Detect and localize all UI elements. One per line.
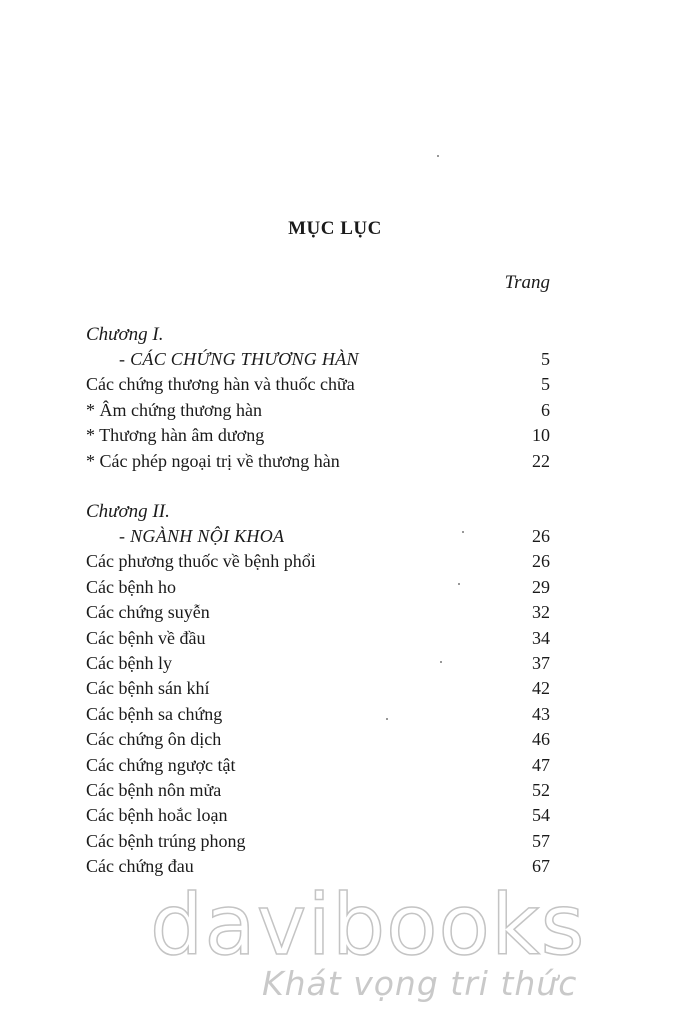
toc-entry-page: 5 — [541, 374, 550, 395]
toc-entry — [86, 778, 550, 803]
watermark — [0, 876, 700, 1010]
toc-entry-label: * Âm chứng thương hàn — [86, 399, 263, 420]
toc-entry — [86, 600, 550, 625]
chapter-2 — [86, 499, 550, 905]
toc-entry-label: Các bệnh sa chứng — [86, 703, 223, 724]
toc-entry-page: 42 — [532, 678, 550, 699]
toc-entry-label: Các bệnh về đầu — [86, 627, 206, 648]
toc-entry — [86, 347, 550, 372]
scan-speck — [386, 718, 388, 720]
toc-entry-label: Các chứng thương hàn và thuốc chữa — [86, 374, 355, 395]
toc-entry-page: 29 — [532, 576, 550, 597]
chapter-heading: Chương II. — [86, 501, 170, 522]
toc-entry — [86, 372, 550, 397]
toc-entry — [86, 676, 550, 701]
toc-entry-page: 26 — [532, 551, 550, 572]
toc-entry — [86, 702, 550, 727]
toc-entry-page: 52 — [532, 779, 550, 800]
chapter-heading: Chương I. — [86, 324, 164, 345]
toc-entry-label: Các bệnh hoắc loạn — [86, 805, 228, 826]
toc-entry — [86, 575, 550, 600]
toc-entry-page: 47 — [532, 754, 550, 775]
toc-entry-label: Các bệnh ho — [86, 576, 176, 597]
toc-entry-page: 10 — [532, 425, 550, 446]
toc-entry — [86, 398, 550, 423]
toc-entry-label: Các chứng ngược tật — [86, 754, 236, 775]
scan-speck — [462, 531, 464, 533]
toc-entry-label: * Các phép ngoại trị về thương hàn — [86, 450, 340, 471]
page-column-header: Trang — [504, 272, 550, 293]
toc-entry-label: * Thương hàn âm dương — [86, 425, 265, 446]
toc-entry-page: 32 — [532, 602, 550, 623]
toc-entry — [86, 423, 550, 448]
toc-entry-label: Các chứng ôn dịch — [86, 729, 222, 750]
toc-entry-page: 46 — [532, 729, 550, 750]
scan-speck — [458, 583, 460, 585]
chapter-1 — [86, 322, 550, 474]
toc-entry-page: 57 — [532, 830, 550, 851]
toc-entry-page: 67 — [532, 856, 550, 877]
toc-entry-page: 22 — [532, 450, 550, 471]
toc-entry — [86, 651, 550, 676]
toc-entry-label: Các bệnh sán khí — [86, 678, 210, 699]
toc-entry — [86, 727, 550, 752]
toc-entry-label: - CÁC CHỨNG THƯƠNG HÀN — [119, 349, 359, 369]
scan-speck — [437, 155, 439, 157]
toc-entry — [86, 829, 550, 854]
toc-entry-page: 43 — [532, 703, 550, 724]
toc-entry — [86, 449, 550, 474]
toc-entry — [86, 803, 550, 828]
scan-speck — [440, 661, 442, 663]
toc-entry — [86, 753, 550, 778]
toc-entry-label: Các chứng suyễn — [86, 602, 210, 623]
toc-entry-label: Các phương thuốc về bệnh phổi — [86, 551, 316, 572]
toc-entry-label: - NGÀNH NỘI KHOA — [119, 526, 285, 546]
toc-entry-label: Các bệnh trúng phong — [86, 830, 246, 851]
toc-entry-label: Các chứng đau — [86, 856, 194, 877]
watermark-brand: davibooks — [150, 876, 586, 974]
page-title: MỤC LỤC — [288, 218, 382, 239]
toc-entry-page: 37 — [532, 652, 550, 673]
toc-entry-page: 5 — [541, 349, 550, 369]
toc-entry-page: 26 — [532, 526, 550, 546]
toc-entry-page: 34 — [532, 627, 550, 648]
toc-entry-label: Các bệnh nôn mửa — [86, 779, 222, 800]
toc-entry-page: 6 — [541, 399, 550, 420]
watermark-tagline: Khát vọng tri thức — [262, 964, 578, 1003]
toc-entry — [86, 626, 550, 651]
toc-entry — [86, 549, 550, 574]
toc-entry — [86, 524, 550, 549]
toc-entry-label: Các bệnh ly — [86, 652, 172, 673]
toc-entry-page: 54 — [532, 805, 550, 826]
